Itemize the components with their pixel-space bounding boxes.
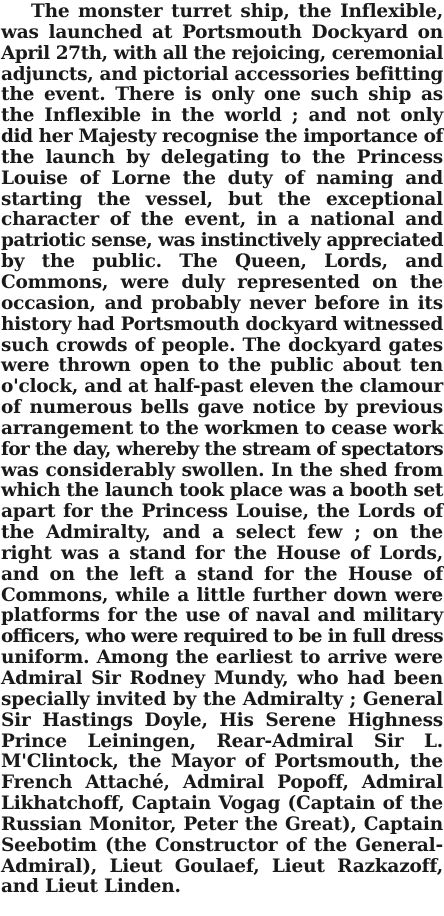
article-line: and Lieut Linden.: [1, 876, 181, 898]
article-line: specially invited by the Admiralty ; General: [1, 688, 443, 710]
article-line: character of the event, in a national and: [1, 209, 443, 231]
article-line: Russian Monitor, Peter the Great), Captain: [1, 813, 443, 835]
article-line: history had Portsmouth dockyard witnessed: [1, 313, 443, 335]
article-line: Sir Hastings Doyle, His Serene Highness: [1, 709, 443, 731]
article-line: for the day, whereby the stream of spectators: [1, 438, 443, 460]
article-line: the launch by delegating to the Princess: [1, 146, 443, 168]
article-body: [1, 2, 443, 898]
article-line: The monster turret ship, the Inflexible,: [31, 1, 443, 22]
article-line: did her Majesty recognise the importance of: [1, 126, 443, 148]
article-line: which the launch took place was a booth set: [1, 480, 443, 502]
article-line: were thrown open to the public about ten: [1, 355, 443, 377]
article-line: by the public. The Queen, Lords, and: [1, 251, 443, 273]
article-line: the Admiralty, and a select few ; on the: [1, 522, 443, 544]
article-line: occasion, and probably never before in its: [1, 292, 443, 314]
article-line: Prince Leiningen, Rear-Admiral Sir L.: [1, 730, 443, 752]
article-line: such crowds of people. The dockyard gates: [1, 334, 443, 356]
article-line: M'Clintock, the Mayor of Portsmouth, the: [1, 751, 443, 773]
article-line: Seebotim (the Constructor of the General-: [1, 834, 443, 856]
article-line: starting the vessel, but the exceptional: [1, 188, 443, 210]
article-line: adjuncts, and pictorial accessories befitting: [1, 63, 443, 85]
article-line: patriotic sense, was instinctively appreciated: [1, 230, 443, 252]
article-line: right was a stand for the House of Lords,: [1, 542, 443, 564]
article-line: Admiral), Lieut Goulaef, Lieut Razkazoff,: [1, 855, 443, 877]
article-line: Commons, were duly represented on the: [1, 271, 443, 293]
article-line: Admiral Sir Rodney Mundy, who had been: [1, 668, 443, 689]
article-line: the Inflexible in the world ; and not only: [1, 105, 443, 127]
article-line: Commons, while a little further down were: [1, 584, 443, 606]
article-line: Louise of Lorne the duty of naming and: [1, 167, 443, 189]
article-line: platforms for the use of naval and military: [1, 605, 443, 627]
article-line: Likhatchoff, Captain Vogag (Captain of the: [1, 793, 443, 815]
article-line: uniform. Among the earliest to arrive were: [1, 647, 443, 669]
article-line: officers, who were required to be in full dress: [1, 626, 443, 648]
article-line: was launched at Portsmouth Dockyard on: [1, 21, 443, 43]
article-line: o'clock, and at half-past eleven the clamour: [1, 376, 443, 398]
article-line: of numerous bells gave notice by previous: [1, 397, 443, 419]
article-line: the event. There is only one such ship as: [1, 84, 443, 106]
article-line: and on the left a stand for the House of: [1, 563, 443, 585]
article-line: April 27th, with all the rejoicing, ceremonial: [1, 42, 443, 64]
article-line: apart for the Princess Louise, the Lords of: [1, 501, 443, 523]
article-line: was considerably swollen. In the shed from: [1, 459, 443, 481]
article-line: arrangement to the workmen to cease work: [1, 417, 443, 439]
article-line: French Attaché, Admiral Popoff, Admiral: [1, 772, 443, 794]
